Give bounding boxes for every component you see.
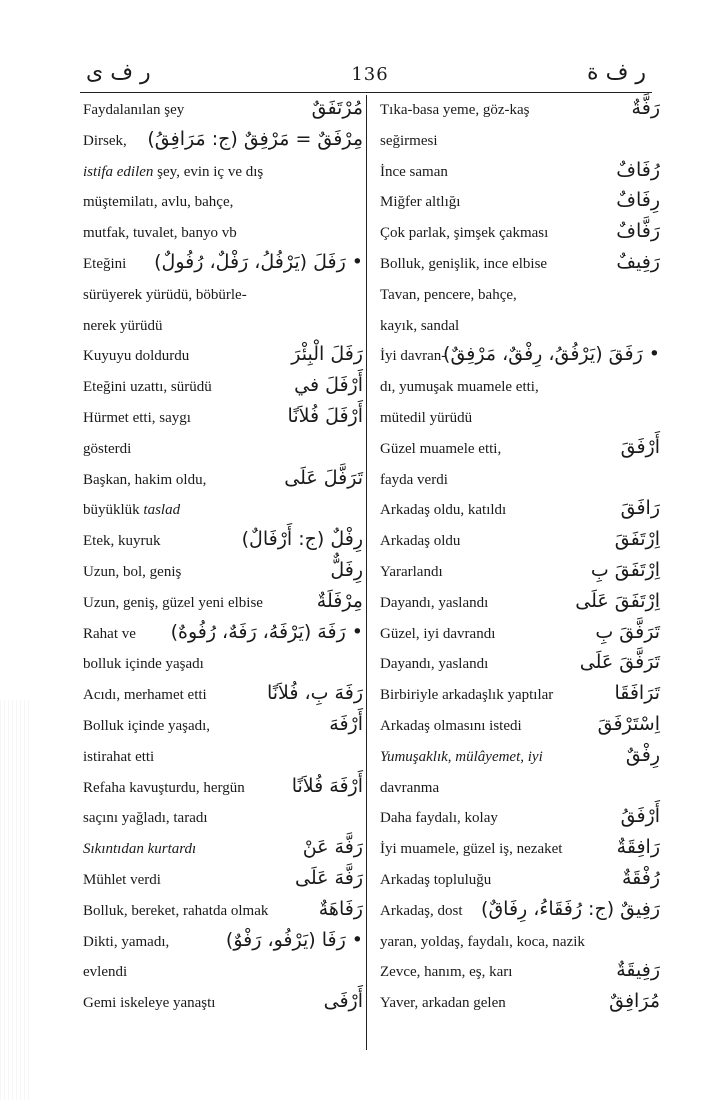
turkish-definition: Arkadaş oldu (380, 533, 461, 550)
turkish-definition: Tıka-basa yeme, göz-kaş (380, 102, 530, 118)
arabic-headword: رِفْلٌ (ج: أَرْفَالٌ) (241, 528, 363, 551)
dictionary-entry-row (83, 496, 363, 527)
turkish-definition: Hürmet etti, saygı (83, 409, 191, 426)
arabic-headword: رَفَّهَ عَنْ (302, 836, 363, 859)
header-right-letters: ر ف ة (587, 60, 646, 85)
arabic-headword: رَفِيقٌ (ج: رُفَقَاءُ، رِفَاقٌ) (481, 897, 660, 920)
dictionary-entry-row (380, 281, 660, 312)
turkish-definition: davranma (380, 779, 440, 796)
arabic-headword: أَرْفَقَ (620, 435, 660, 458)
dictionary-entry-row (83, 835, 363, 866)
dictionary-entry-row (380, 866, 660, 897)
turkish-definition: Yaver, arkadan gelen (380, 995, 506, 1012)
dictionary-entry-row (83, 558, 363, 589)
arabic-headword: أَرْفَهَ فُلاَنًا (291, 774, 363, 797)
dictionary-entry-row (380, 804, 660, 835)
arabic-headword: رَافَقَ (620, 497, 660, 520)
arabic-headword: • رَفَا (يَرْفُو، رَفْوٌ) (225, 928, 363, 951)
dictionary-entry-row (380, 589, 660, 620)
turkish-definition: Eteğini uzattı, sürüdü (83, 379, 212, 396)
dictionary-entry-row (380, 96, 660, 127)
column-divider (366, 95, 367, 1050)
dictionary-entry-row (380, 250, 660, 281)
arabic-headword: أَرْفَلَ فُلاَنًا (287, 404, 363, 427)
dictionary-entry-row (380, 527, 660, 558)
dictionary-entry-row (83, 466, 363, 497)
arabic-headword: تَرَافَقَا (614, 682, 660, 705)
turkish-definition: seğirmesi (380, 132, 438, 149)
dictionary-entry-row (83, 589, 363, 620)
turkish-definition: Dayandı, yaslandı (380, 594, 489, 611)
arabic-headword: رُفْقَةٌ (621, 866, 660, 889)
turkish-definition: Bolluk, genişlik, ince elbise (380, 255, 548, 272)
dictionary-entry-row (380, 958, 660, 989)
arabic-headword: رَفَّةٌ (631, 97, 660, 119)
turkish-definition: İyi davran- (380, 348, 447, 365)
dictionary-entry-row (380, 774, 660, 805)
arabic-headword: مُرْتَفَقٌ (311, 97, 363, 119)
dictionary-entry-row (380, 558, 660, 589)
dictionary-entry-row (380, 342, 660, 373)
dictionary-entry-row (83, 681, 363, 712)
dictionary-entry-row (83, 650, 363, 681)
turkish-definition: Yararlandı (380, 563, 443, 580)
arabic-headword: رَفَاهَةٌ (318, 897, 363, 920)
turkish-definition: Kuyuyu doldurdu (83, 348, 190, 365)
turkish-definition: yaran, yoldaş, faydalı, koca, nazik (380, 933, 585, 950)
dictionary-entry-row (83, 127, 363, 158)
turkish-definition: Dikti, yamadı, (83, 933, 170, 950)
turkish-definition: Bolluk içinde yaşadı, (83, 717, 211, 734)
turkish-definition: Mühlet verdi (83, 871, 161, 888)
dictionary-entry-row (83, 219, 363, 250)
turkish-definition: sürüyerek yürüdü, böbürle- (83, 286, 247, 303)
dictionary-entry-row (83, 774, 363, 805)
arabic-headword: اِرْتَفَقَ عَلَى (575, 589, 660, 612)
dictionary-entry-row (380, 897, 660, 928)
dictionary-entry-row (83, 281, 363, 312)
turkish-definition: saçını yağladı, taradı (83, 810, 208, 827)
arabic-headword: تَرَفَّقَ بِ (595, 620, 660, 643)
turkish-definition: mütedil yürüdü (380, 409, 473, 426)
arabic-headword: • رَفَلَ (يَرْفُلُ، رَفْلٌ، رُفُولٌ) (154, 250, 363, 273)
page-edge-shadow (0, 700, 30, 1100)
dictionary-entry-row (380, 127, 660, 158)
arabic-headword: رِفَافٌ (616, 189, 660, 212)
turkish-definition: Uzun, geniş, güzel yeni elbise (83, 594, 263, 611)
turkish-definition: İyi muamele, güzel iş, nezaket (380, 841, 563, 858)
dictionary-entry-row (380, 496, 660, 527)
turkish-definition: bolluk içinde yaşadı (83, 656, 204, 673)
turkish-definition: İnce saman (380, 163, 448, 180)
arabic-headword: رَفَهَ بِ، فُلاَنًا (266, 682, 363, 705)
dictionary-entry-row (380, 620, 660, 651)
turkish-definition: Tavan, pencere, bahçe, (380, 286, 517, 303)
arabic-headword: مِرْفَقٌ = مَرْفِقٌ (ج: مَرَافِقُ) (147, 127, 363, 150)
dictionary-entry-row (83, 404, 363, 435)
arabic-headword: تَرَفَّقَ عَلَى (579, 651, 660, 674)
page-number: 136 (351, 64, 389, 85)
dictionary-entry-row (380, 312, 660, 343)
arabic-headword: أَرْفَلَ في (294, 374, 363, 397)
turkish-definition: evlendi (83, 964, 128, 981)
dictionary-entry-row (380, 681, 660, 712)
arabic-headword: رُفَافٌ (616, 158, 660, 181)
turkish-definition: Birbiriyle arkadaşlık yaptılar (380, 687, 554, 704)
dictionary-entry-row (380, 928, 660, 959)
dictionary-entry-row (83, 312, 363, 343)
arabic-headword: رِفَلٌّ (330, 558, 363, 581)
dictionary-entry-row (83, 712, 363, 743)
dictionary-entry-row (380, 373, 660, 404)
turkish-definition: dı, yumuşak muamele etti, (380, 379, 539, 396)
dictionary-entry-row (83, 743, 363, 774)
dictionary-entry-row (83, 342, 363, 373)
turkish-definition: Miğfer altlığı (380, 194, 461, 211)
turkish-definition: istifa edilen şey, evin iç ve dış (83, 163, 264, 180)
turkish-definition: Güzel muamele etti, (380, 440, 502, 457)
turkish-definition: Bolluk, bereket, rahatda olmak (83, 902, 269, 919)
dictionary-entry-row (380, 158, 660, 189)
dictionary-entry-row (380, 712, 660, 743)
dictionary-entry-row (380, 219, 660, 250)
arabic-headword: اِرْتَفَقَ (614, 528, 660, 551)
dictionary-entry-row (83, 188, 363, 219)
header-rule (80, 92, 652, 93)
turkish-definition: Çok parlak, şimşek çakması (380, 225, 549, 242)
arabic-headword: • رَفَهَ (يَرْفَهُ، رَفَهٌ، رُفُوهٌ) (170, 620, 363, 643)
turkish-definition: istirahat etti (83, 748, 155, 765)
turkish-definition: Eteğini (83, 255, 127, 272)
turkish-definition: Etek, kuyruk (83, 533, 161, 550)
turkish-definition: Acıdı, merhamet etti (83, 687, 207, 704)
turkish-definition: müştemilatı, avlu, bahçe, (83, 194, 234, 211)
dictionary-entry-row (380, 404, 660, 435)
arabic-headword: أَرْفَقُ (620, 805, 660, 828)
dictionary-entry-row (83, 373, 363, 404)
dictionary-entry-row (380, 743, 660, 774)
turkish-definition: Gemi iskeleye yanaştı (83, 995, 216, 1012)
turkish-definition: Daha faydalı, kolay (380, 810, 498, 827)
dictionary-entry-row (83, 527, 363, 558)
arabic-headword: رَفَلَ الْبِئْرَ (291, 343, 363, 366)
dictionary-entry-row (83, 897, 363, 928)
turkish-definition: Dayandı, yaslandı (380, 656, 489, 673)
dictionary-entry-row (380, 188, 660, 219)
page-header (80, 60, 660, 92)
turkish-definition: Başkan, hakim oldu, (83, 471, 207, 488)
arabic-headword: رَافِقَةٌ (616, 836, 660, 859)
turkish-definition: nerek yürüdü (83, 317, 163, 334)
dictionary-entry-row (83, 158, 363, 189)
arabic-headword: اِرْتَفَقَ بِ (590, 558, 660, 581)
arabic-headword: مِرْفَلَةٌ (316, 589, 363, 612)
dictionary-entry-row (380, 466, 660, 497)
dictionary-entry-row (380, 435, 660, 466)
turkish-definition: Zevce, hanım, eş, karı (380, 964, 513, 981)
dictionary-entry-row (83, 804, 363, 835)
arabic-headword: اِسْتَرْفَقَ (597, 712, 660, 735)
arabic-headword: رَفِيقَةٌ (616, 959, 660, 982)
turkish-definition: Arkadaş, dost (380, 902, 463, 919)
turkish-definition: Sıkıntıdan kurtardı (83, 841, 197, 858)
turkish-definition: Rahat ve (83, 625, 136, 642)
turkish-definition: gösterdi (83, 440, 132, 457)
arabic-headword: رَفِيفٌ (616, 250, 660, 273)
left-column (83, 96, 363, 1020)
turkish-definition: Arkadaş oldu, katıldı (380, 502, 507, 519)
arabic-headword: رَفَّهَ عَلَى (295, 866, 363, 889)
dictionary-entry-row (83, 435, 363, 466)
arabic-headword: مُرَافِقٌ (609, 990, 660, 1013)
turkish-definition: Arkadaş olmasını istedi (380, 717, 522, 734)
arabic-headword: تَرَفَّلَ عَلَى (284, 466, 363, 489)
turkish-definition: Arkadaş topluluğu (380, 871, 492, 888)
turkish-definition: Uzun, bol, geniş (83, 563, 182, 580)
turkish-definition: Yumuşaklık, mülâyemet, iyi (380, 748, 543, 765)
arabic-headword: أَرْفَهَ (329, 712, 363, 735)
header-left-letters: ر ف ى (86, 60, 151, 85)
turkish-definition: kayık, sandal (380, 317, 460, 334)
dictionary-entry-row (83, 250, 363, 281)
right-column (380, 96, 660, 1020)
turkish-definition: mutfak, tuvalet, banyo vb (83, 225, 237, 242)
turkish-definition: Faydalanılan şey (83, 102, 185, 118)
dictionary-entry-row (83, 866, 363, 897)
arabic-headword: رَفَّافٌ (616, 220, 660, 243)
dictionary-entry-row (83, 928, 363, 959)
turkish-definition: Güzel, iyi davrandı (380, 625, 496, 642)
arabic-headword: أَرْفَى (323, 990, 363, 1013)
turkish-definition: Refaha kavuşturdu, hergün (83, 779, 245, 796)
dictionary-entry-row (83, 958, 363, 989)
dictionary-entry-row (83, 989, 363, 1020)
dictionary-entry-row (380, 835, 660, 866)
turkish-definition: fayda verdi (380, 471, 448, 488)
dictionary-entry-row (380, 650, 660, 681)
arabic-headword: رِفْقٌ (625, 743, 660, 766)
turkish-definition: Dirsek, (83, 132, 127, 149)
turkish-definition: büyüklük taslad (83, 502, 181, 519)
arabic-headword: • رَفَقَ (يَرْفُقُ، رِفْقٌ، مَرْفِقٌ) (443, 343, 660, 366)
dictionary-entry-row (83, 620, 363, 651)
dictionary-entry-row (83, 96, 363, 127)
dictionary-entry-row (380, 989, 660, 1020)
